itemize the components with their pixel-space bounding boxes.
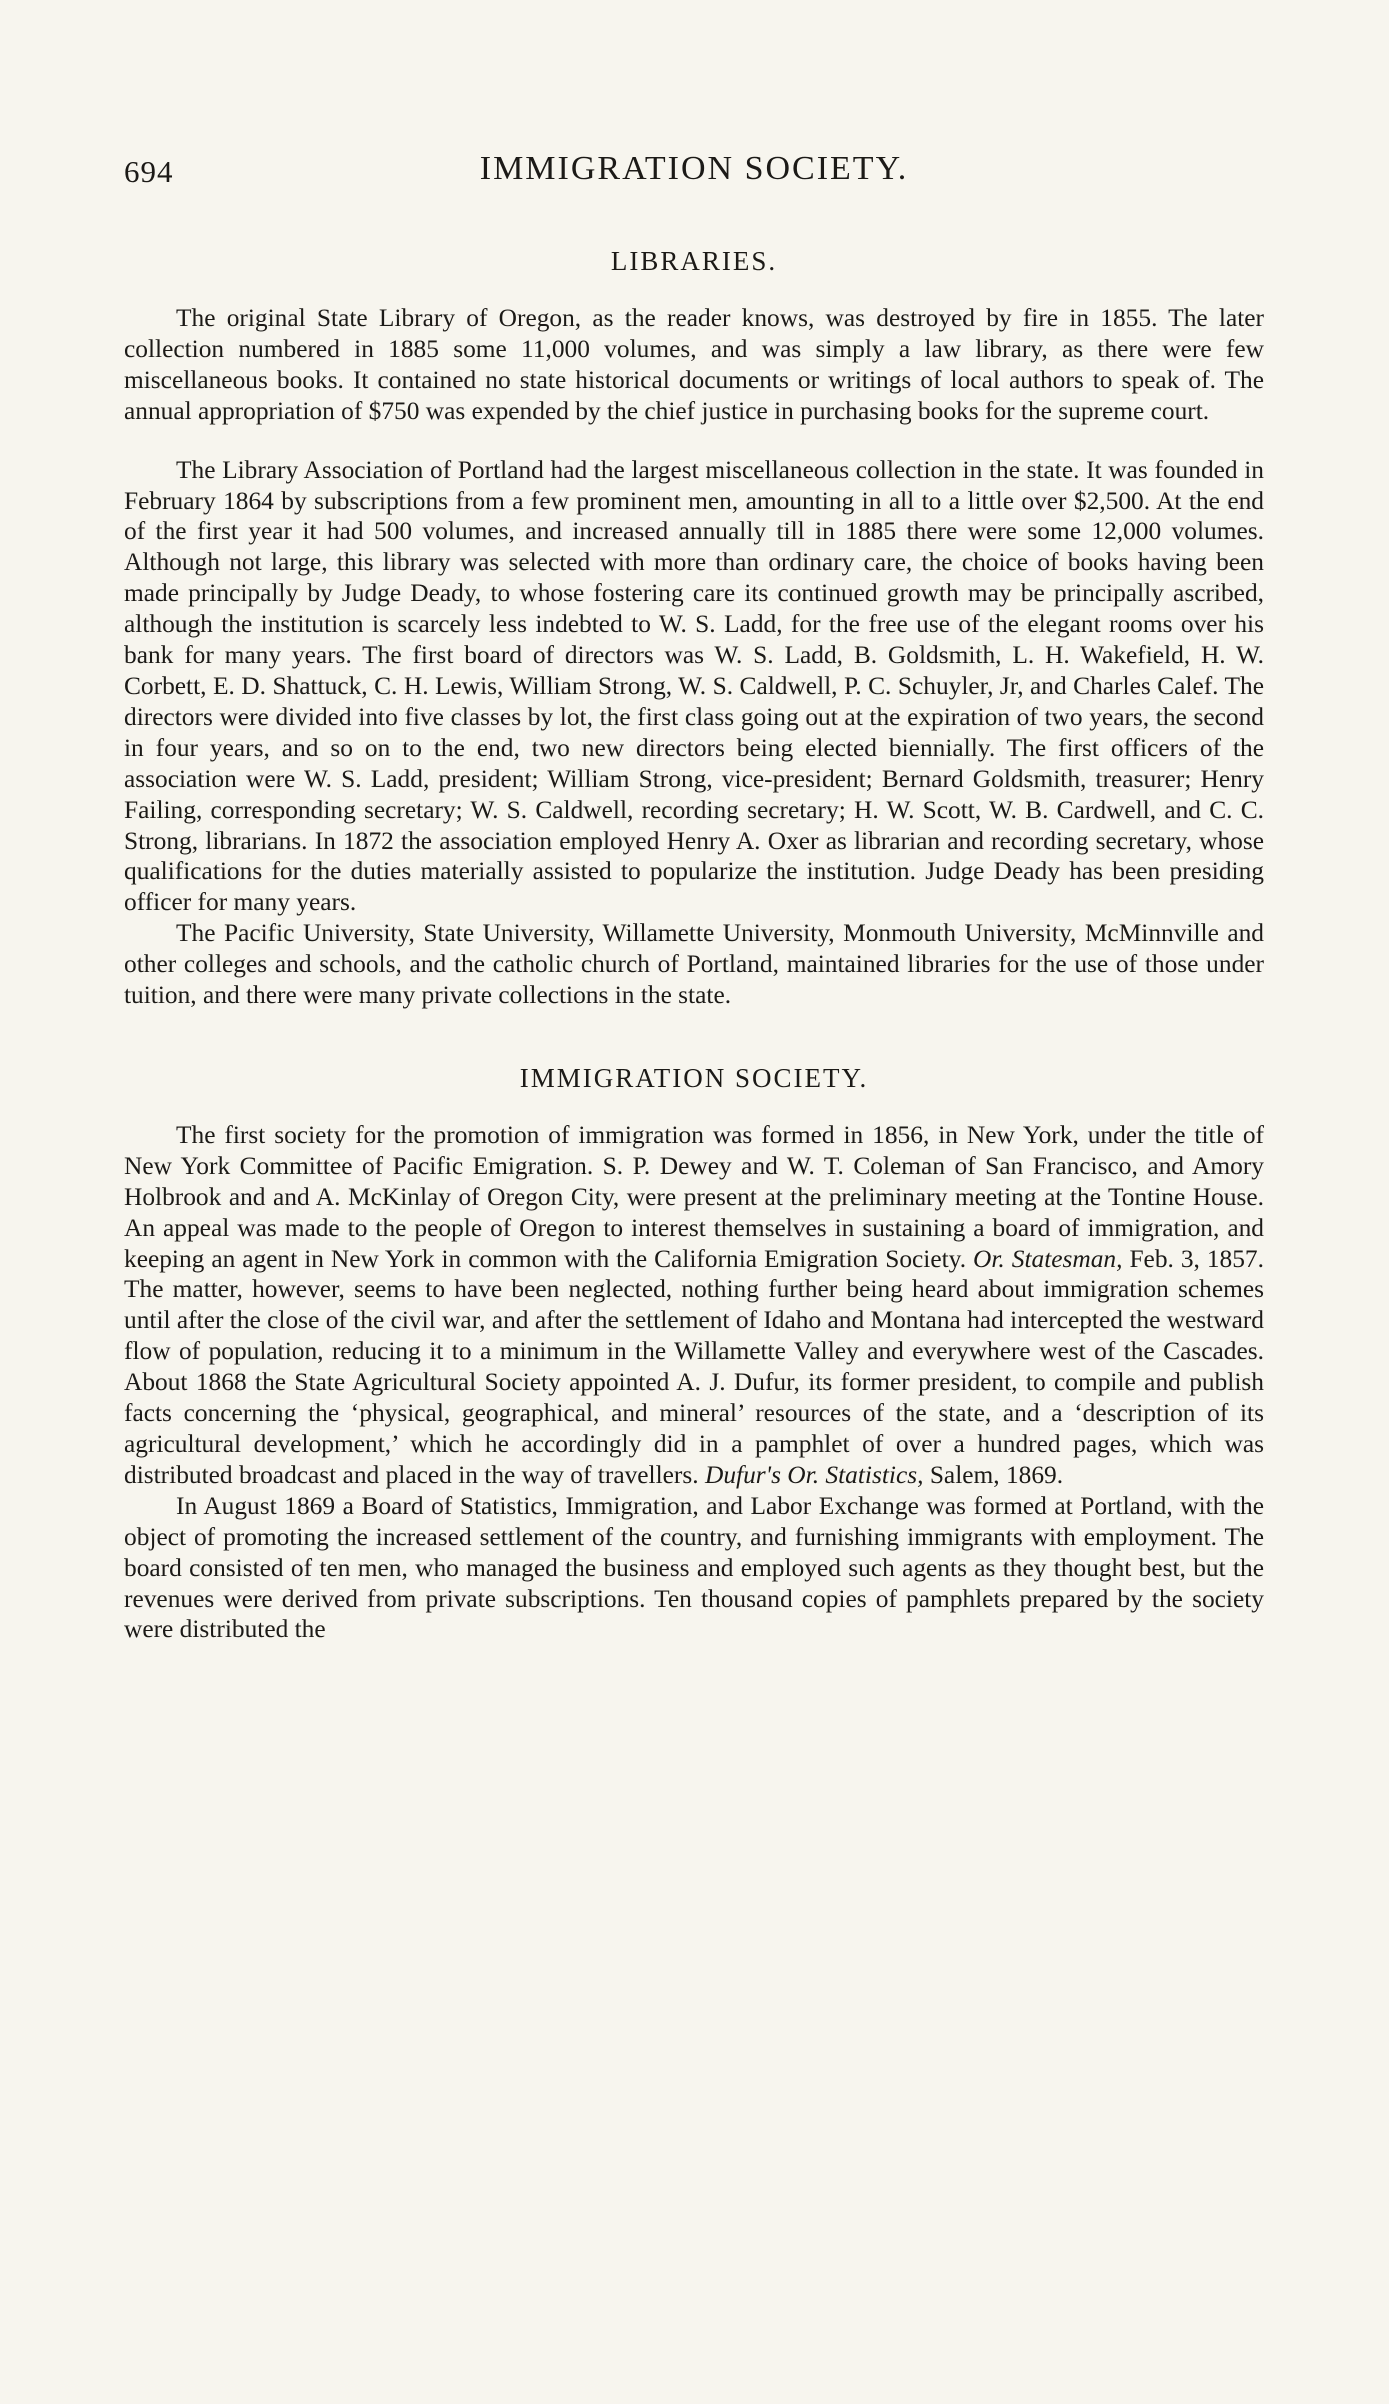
- running-title: IMMIGRATION SOCIETY.: [479, 150, 909, 187]
- text-run: Feb. 3, 1857. The matter, however, seems to have been neglected, nothing further being heard about immigration schemes until after the close of the civil war, and after the settlement of Idaho and Montana had intercepted the westward flow of population, reducing it to a minimum in the Willamette Valley and everywhere west of the Cascades. About 1868 the State Agricultural Society appointed A. J. Dufur, its former president, to compile and publish facts concerning the ‘physical, geographical, and mineral’ resources of the state, and a ‘description of its agricultural development,’ which he accordingly did in a pamphlet of over a hundred pages, which was distributed broadcast and placed in the way of travellers.: [124, 1244, 1264, 1489]
- paragraph-other-libraries: The Pacific University, State University, Willamette University, Monmouth University, McMinnville and other colleges and schools, and the catholic church of Portland, maintained libraries for the use of those under tuition, and there were many private collections in the state.: [124, 919, 1264, 1010]
- text-run: Salem, 1869.: [929, 1460, 1064, 1489]
- text-run: The first society for the promotion of immigration was formed in 1856, in New York, under the title of New York Committee of Pacific Emigration. S. P. Dewey and W. T. Coleman of San Francisco, and Amory Holbrook and and A. McKinlay of Oregon City, were present at the preliminary meeting at the Tontine House. An appeal was made to the people of Oregon to interest themselves in sustaining a board of immigration, and keeping an agent in New York in common with the California Emigration Society.: [124, 1120, 1264, 1273]
- section-heading-immigration: IMMIGRATION SOCIETY.: [519, 1062, 869, 1093]
- paragraph-library-association: The Library Association of Portland had the largest miscellaneous collection in the state. It was founded in February 1864 by subscriptions from a few prominent men, amounting in all to a little over $2,500. At the end of the first year it had 500 volumes, and increased annually till in 1885 there were some 12,000 volumes. Although not large, this library was selected with more than ordinary care, the choice of books having been made principally by Judge Deady, to whose fostering care its continued growth may be principally ascribed, although the institution is scarcely less indebted to W. S. Ladd, for the free use of the elegant rooms over his bank for many years. The first board of directors was W. S. Ladd, B. Goldsmith, L. H. Wakefield, H. W. Corbett, E. D. Shattuck, C. H. Lewis, William Strong, W. S. Caldwell, P. C. Schuyler, Jr, and Charles Calef. The directors were divided into five classes by lot, the first class going out at the expiration of two years, the second in four years, and so on to the end, two new directors being elected biennially. The first officers of the association were W. S. Ladd, president; William Strong, vice-president; Bernard Goldsmith, treasurer; Henry Failing, corresponding secretary; W. S. Caldwell, recording secretary; H. W. Scott, W. B. Cardwell, and C. C. Strong, librarians. In 1872 the association employed Henry A. Oxer as librarian and recording secretary, whose qualifications for the duties materially assisted to popularize the institution. Judge Deady has been presiding officer for many years.: [124, 455, 1264, 917]
- running-head: [124, 150, 1264, 210]
- citation-statesman: Or. Statesman,: [973, 1244, 1123, 1273]
- citation-dufur: Dufur's Or. Statistics,: [704, 1460, 924, 1489]
- paragraph-board-of-statistics: In August 1869 a Board of Statistics, Immigration, and Labor Exchange was formed at Portland, with the object of promoting the increased settlement of the country, and furnishing immigrants with employment. The board consisted of ten men, who managed the business and employed such agents as they thought best, but the revenues were derived from private subscriptions. Ten thousand copies of pamphlets prepared by the society were distributed the: [124, 1491, 1264, 1644]
- page-number: 694: [124, 154, 174, 189]
- paragraph-first-society: [124, 1120, 1264, 1491]
- paragraph-state-library: The original State Library of Oregon, as the reader knows, was destroyed by fire in 1855. The later collection numbered in 1885 some 11,000 volumes, and was simply a law library, as there were few miscellaneous books. It contained no state historical documents or writings of local authors to speak of. The annual appropriation of $750 was expended by the chief justice in purchasing books for the supreme court.: [124, 304, 1264, 425]
- book-page: [124, 150, 1264, 1645]
- section-heading-libraries: LIBRARIES.: [610, 246, 778, 276]
